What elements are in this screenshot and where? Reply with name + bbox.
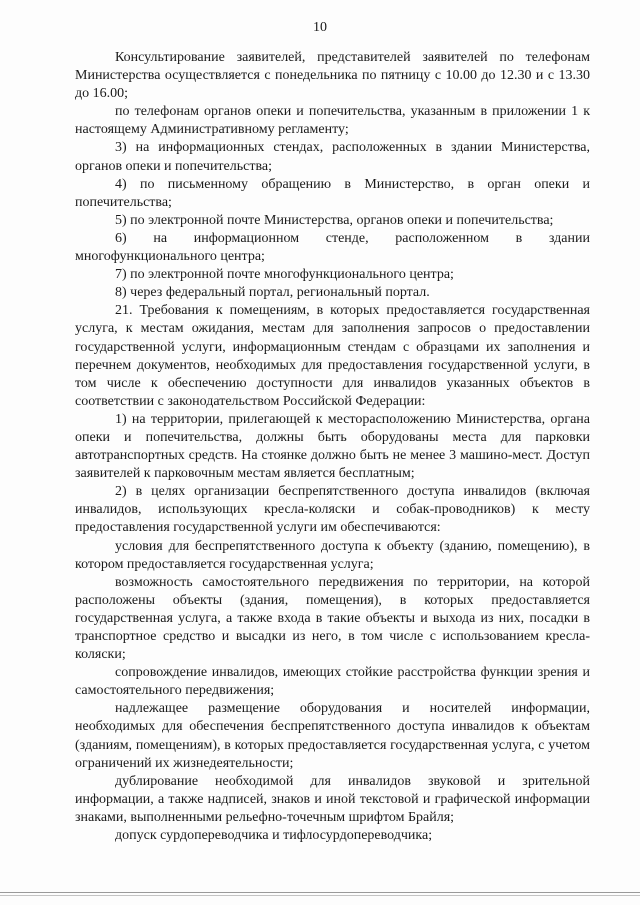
paragraph-equipment-placement: надлежащее размещение оборудования и носителей информации, необходимых для обеспечения беспрепятственного доступа инвалидов к объектам (зданиям, помещениям), в которых предоставляется государственная услуга, с учетом ограничений их жизнедеятельности; (75, 701, 590, 771)
paragraph-mfc-stand: 6) на информационном стенде, расположенном в здании многофункционального центра; (75, 230, 590, 265)
paragraph-portals: 8) через федеральный портал, региональный портал. (115, 285, 430, 301)
paragraph-written-request: 4) по письменному обращению в Министерство, в орган опеки и попечительства; (75, 176, 590, 210)
paragraph-section-21: 21. Требования к помещениям, в которых предоставляется государственная услуга, к местам ожидания, местам для заполнения запросов о предоставлении государственной услуги, информационным стендам с образцами их заполнения и перечнем документов, необходимых для предоставления государственной услуги, в том числе к обеспечению доступности для инвалидов указанных объектов в соответствии с законодательством Российской Федерации: (75, 303, 590, 409)
paragraph-ministry-email: 5) по электронной почте Министерства, органов опеки и попечительства; (115, 212, 554, 228)
paragraph-mfc-email: 7) по электронной почте многофункционального центра; (115, 267, 454, 283)
document-body (75, 49, 590, 845)
paragraph-guardianship-phones: по телефонам органов опеки и попечительства, указанным в приложении 1 к настоящему Административному регламенту; (75, 104, 590, 138)
paragraph-braille: дублирование необходимой для инвалидов звуковой и зрительной информации, а также надписей, знаков и иной текстовой и графической информации знаками, выполненными рельефно-точечным шрифтом Брайля; (75, 773, 590, 825)
paragraph-sign-interpreter: допуск сурдопереводчика и тифлосурдопереводчика; (115, 828, 433, 844)
paragraph-access-conditions: условия для беспрепятственного доступа к объекту (зданию, помещению), в котором предоставляется государственная услуга; (75, 538, 590, 572)
page-number: 10 (313, 20, 327, 35)
scan-edge-lines (0, 892, 640, 900)
paragraph-consulting-hours: Консультирование заявителей, представителей заявителей по телефонам Министерства осуществляется с понедельника по пятницу с 10.00 до 12.30 и с 13.30 до 16.00; (75, 50, 590, 102)
paragraph-independent-movement: возможность самостоятельного передвижения по территории, на которой расположены объекты (здания, помещения), в которых предоставляется государственная услуга, а также входа в такие объекты и выхода из них, посадки в транспортное средство и высадки из него, в том числе с использованием кресла-коляски; (75, 574, 590, 663)
paragraph-parking: 1) на территории, прилегающей к месторасположению Министерства, органа опеки и попечительства, должны быть оборудованы места для парковки автотранспортных средств. На стоянке должно быть не менее 3 машино-мест. Доступ заявителей к парковочным местам является бесплатным; (75, 411, 590, 482)
paragraph-accessibility: 2) в целях организации беспрепятственного доступа инвалидов (включая инвалидов, использующих кресла-коляски и собак-проводников) к месту предоставления государственной услуги им обеспечиваются: (75, 484, 590, 536)
paragraph-escort: сопровождение инвалидов, имеющих стойкие расстройства функции зрения и самостоятельного передвижения; (75, 665, 590, 699)
paragraph-info-stands: 3) на информационных стендах, расположенных в здании Министерства, органов опеки и попечительства; (75, 140, 590, 174)
